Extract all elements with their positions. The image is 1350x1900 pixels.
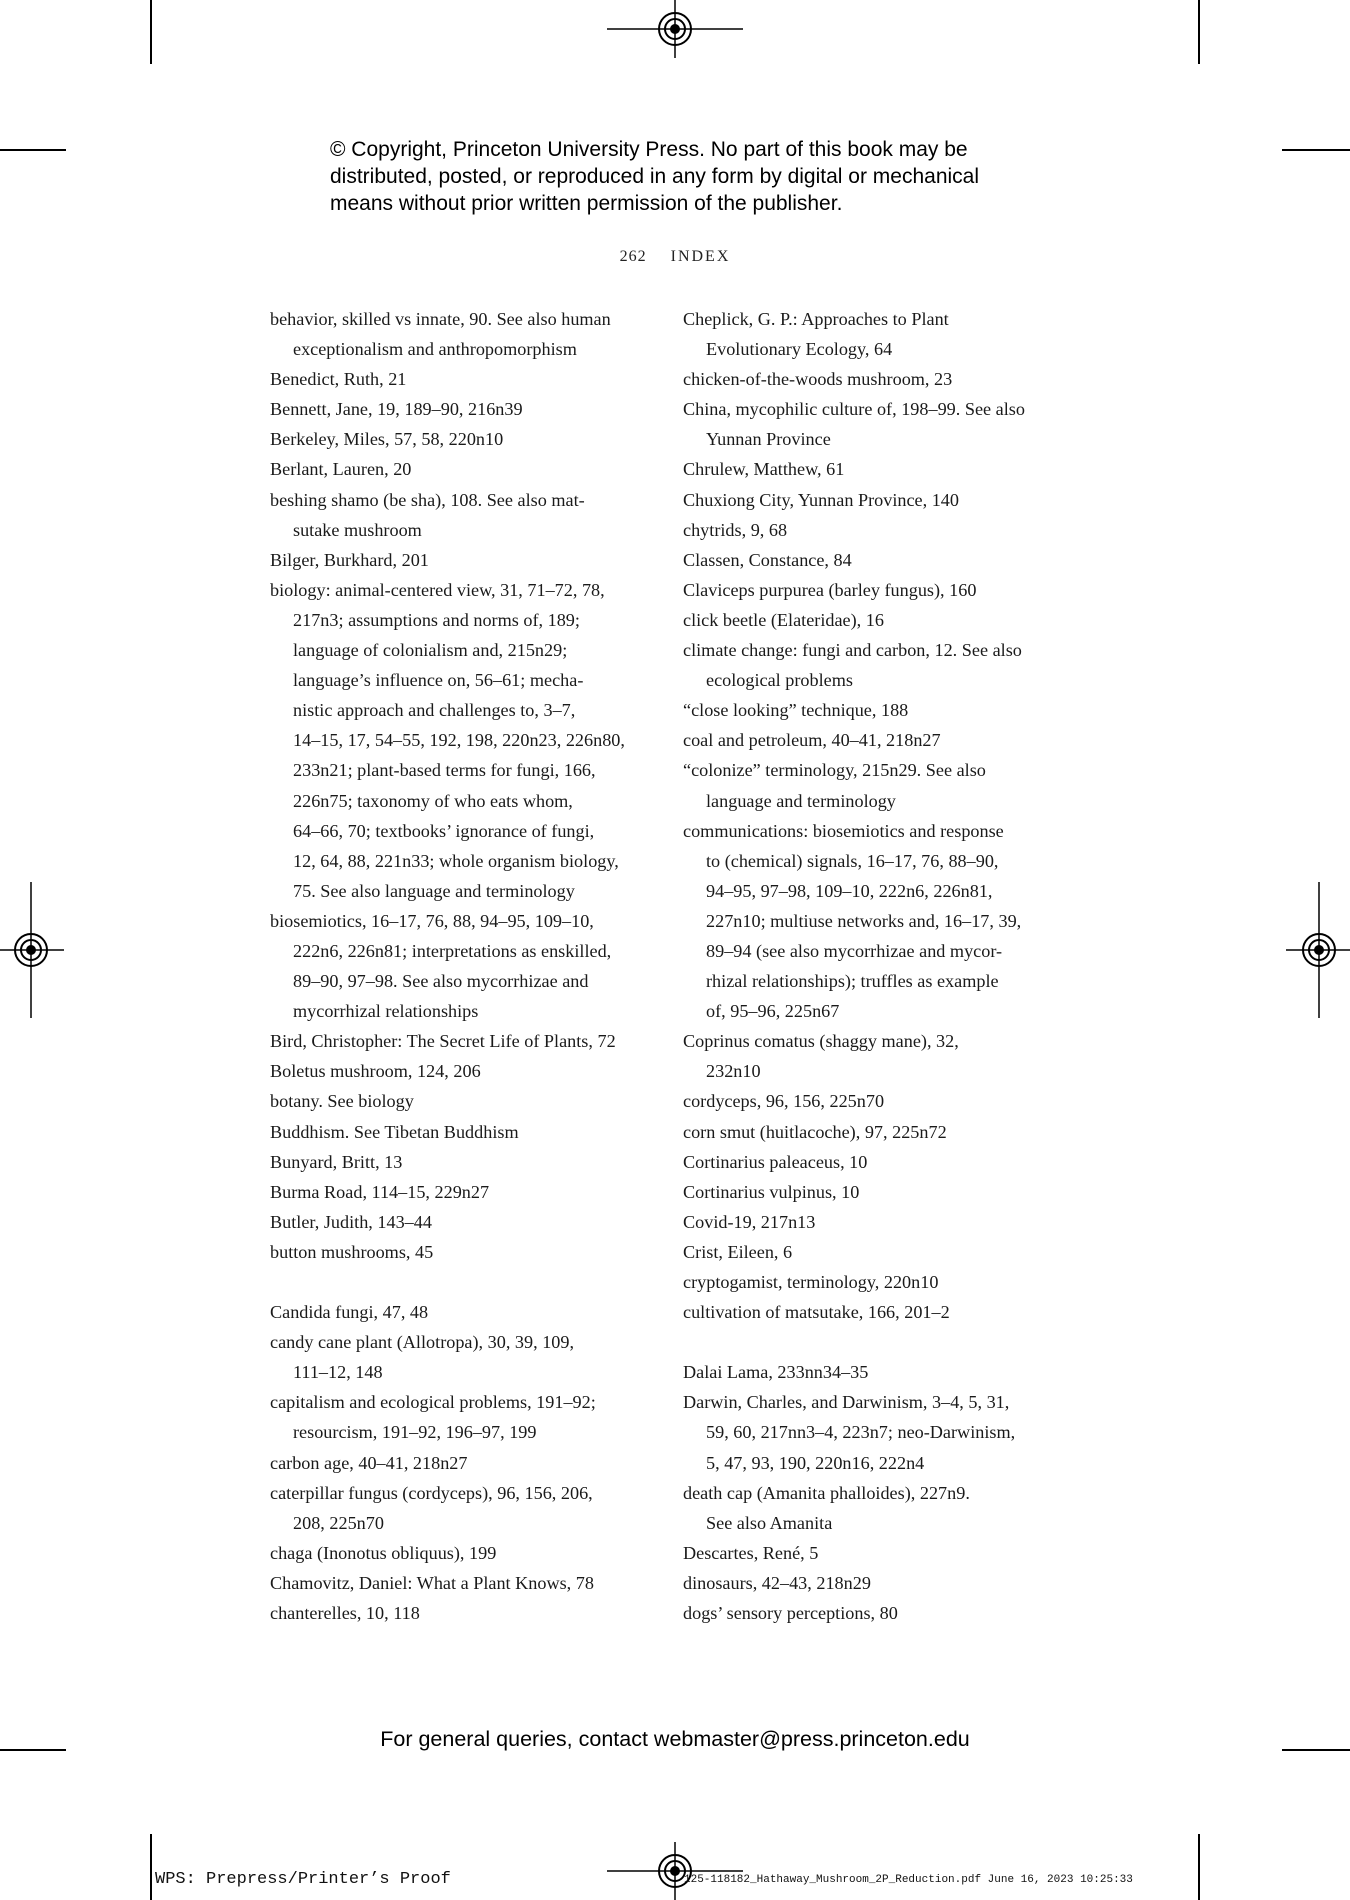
index-entry-line: Coprinus comatus (shaggy mane), 32, [683, 1031, 959, 1052]
index-entry-line: Classen, Constance, 84 [683, 549, 852, 570]
index-entry [683, 1357, 1103, 1387]
index-entry-line: coal and petroleum, 40–41, 218n27 [683, 730, 941, 751]
index-entry-line: death cap (Amanita phalloides), 227n9. [683, 1482, 970, 1503]
index-entry [683, 1147, 1103, 1177]
crop-mark-bottom-left [150, 1834, 152, 1900]
index-entry-line: ecological problems [706, 670, 853, 691]
index-entry [270, 1598, 690, 1628]
crop-mark-right-top [1282, 149, 1350, 151]
index-entry [683, 545, 1103, 575]
index-entry-line: Berlant, Lauren, 20 [270, 459, 412, 480]
index-entry-line: 227n10; multiuse networks and, 16–17, 39, [706, 910, 1022, 931]
copyright-line: means without prior written permission of the publisher. [330, 192, 843, 215]
index-entry-line: chicken-of-the-woods mushroom, 23 [683, 369, 953, 390]
index-entry-line: 14–15, 17, 54–55, 192, 198, 220n23, 226n80, [293, 730, 625, 751]
index-entry [270, 1177, 690, 1207]
index-entry-line: to (chemical) signals, 16–17, 76, 88–90, [706, 850, 999, 871]
letter-group-gap [270, 1267, 690, 1297]
index-entry [270, 1538, 690, 1568]
index-entry-line: dogs’ sensory perceptions, 80 [683, 1603, 898, 1624]
index-entry-line: 232n10 [706, 1061, 761, 1082]
index-entry [683, 575, 1103, 605]
index-entry-line: China, mycophilic culture of, 198–99. See also [683, 399, 1025, 420]
index-entry [270, 1147, 690, 1177]
running-head [0, 248, 1350, 266]
index-entry-line: 94–95, 97–98, 109–10, 222n6, 226n81, [706, 880, 993, 901]
index-entry-line: Cortinarius paleaceus, 10 [683, 1151, 868, 1172]
index-entry [683, 725, 1103, 755]
index-entry [270, 1448, 690, 1478]
crop-mark-top-right [1198, 0, 1200, 64]
index-entry-line: chaga (Inonotus obliquus), 199 [270, 1542, 497, 1563]
index-entry-line: Crist, Eileen, 6 [683, 1241, 793, 1262]
index-entry [683, 1086, 1103, 1116]
index-entry-line: rhizal relationships); truffles as example [706, 971, 999, 992]
index-entry-line: “close looking” technique, 188 [683, 700, 909, 721]
index-entry [270, 1387, 690, 1447]
index-entry-line: 59, 60, 217nn3–4, 223n7; neo-Darwinism, [706, 1422, 1016, 1443]
index-entry-line: Chamovitz, Daniel: What a Plant Knows, 78 [270, 1572, 594, 1593]
index-entry [270, 304, 690, 364]
index-entry-line: Descartes, René, 5 [683, 1542, 819, 1563]
index-entry-line: “colonize” terminology, 215n29. See also [683, 760, 986, 781]
index-entry-line: capitalism and ecological problems, 191–92; [270, 1392, 596, 1413]
index-entry-line: language’s influence on, 56–61; mecha- [293, 670, 584, 691]
index-entry [683, 816, 1103, 1027]
index-entry [270, 1117, 690, 1147]
index-entry-line: carbon age, 40–41, 218n27 [270, 1452, 468, 1473]
index-entry-line: Candida fungi, 47, 48 [270, 1302, 429, 1323]
index-column-right [683, 304, 1103, 1628]
index-entry [270, 906, 690, 1026]
index-entry [270, 364, 690, 394]
index-entry [270, 454, 690, 484]
index-entry-line: 217n3; assumptions and norms of, 189; [293, 609, 580, 630]
index-entry-line: 64–66, 70; textbooks’ ignorance of fungi, [293, 820, 595, 841]
index-entry-line: Buddhism. See Tibetan Buddhism [270, 1121, 519, 1142]
index-entry-line: Boletus mushroom, 124, 206 [270, 1061, 481, 1082]
index-entry [270, 424, 690, 454]
index-entry-line: Benedict, Ruth, 21 [270, 369, 407, 390]
index-entry [270, 545, 690, 575]
index-entry-line: resourcism, 191–92, 196–97, 199 [293, 1422, 537, 1443]
index-entry-line: 208, 225n70 [293, 1512, 384, 1533]
index-entry-line: 5, 47, 93, 190, 220n16, 222n4 [706, 1452, 925, 1473]
copyright-notice [330, 136, 1050, 217]
file-slug: 125-118182_Hathaway_Mushroom_2P_Reduction.pdf June 16, 2023 10:25:33 [684, 1874, 1133, 1886]
index-entry [270, 1327, 690, 1387]
index-entry-line: Butler, Judith, 143–44 [270, 1211, 432, 1232]
index-entry-line: nistic approach and challenges to, 3–7, [293, 700, 576, 721]
index-entry-line: of, 95–96, 225n67 [706, 1001, 840, 1022]
page-number: 262 [619, 248, 647, 265]
index-entry [683, 1598, 1103, 1628]
index-entry-line: behavior, skilled vs innate, 90. See also human [270, 309, 611, 329]
index-entry-line: Chuxiong City, Yunnan Province, 140 [683, 489, 959, 510]
copyright-line: distributed, posted, or reproduced in any form by digital or mechanical [330, 165, 980, 188]
index-entry [270, 1237, 690, 1267]
index-entry [270, 1478, 690, 1538]
index-entry-line: Berkeley, Miles, 57, 58, 220n10 [270, 429, 504, 450]
index-entry-line: language and terminology [706, 790, 896, 811]
index-entry [683, 1117, 1103, 1147]
crop-mark-top-left [150, 0, 152, 64]
crop-mark-bottom-right [1198, 1834, 1200, 1900]
index-entry-line: Burma Road, 114–15, 229n27 [270, 1181, 490, 1202]
index-entry-line: Dalai Lama, 233nn34–35 [683, 1362, 869, 1383]
index-entry-line: cryptogamist, terminology, 220n10 [683, 1272, 939, 1292]
index-entry-line: Evolutionary Ecology, 64 [706, 339, 893, 360]
index-entry-line: 12, 64, 88, 221n33; whole organism biology, [293, 850, 619, 871]
index-entry-line: language of colonialism and, 215n29; [293, 640, 568, 661]
index-entry-line: Cheplick, G. P.: Approaches to Plant [683, 309, 949, 329]
index-entry-line: beshing shamo (be sha), 108. See also mat- [270, 489, 585, 510]
index-entry-line: 222n6, 226n81; interpretations as enskilled, [293, 940, 612, 961]
index-entry-line: Darwin, Charles, and Darwinism, 3–4, 5, 31, [683, 1392, 1010, 1413]
index-entry-line: 75. See also language and terminology [293, 880, 575, 901]
letter-group-gap [683, 1327, 1103, 1357]
index-entry [270, 394, 690, 424]
index-entry [683, 1267, 1103, 1297]
index-entry [683, 1207, 1103, 1237]
index-entry-line: Chrulew, Matthew, 61 [683, 459, 845, 480]
index-entry-line: exceptionalism and anthropomorphism [293, 339, 577, 360]
index-entry [683, 1237, 1103, 1267]
registration-mark-bottom-icon [607, 1842, 743, 1900]
index-entry [683, 1478, 1103, 1538]
index-entry-line: Yunnan Province [706, 429, 831, 450]
section-title: INDEX [670, 248, 731, 265]
index-entry [270, 1086, 690, 1116]
index-entry [683, 1177, 1103, 1207]
index-entry-line: corn smut (huitlacoche), 97, 225n72 [683, 1121, 947, 1142]
index-entry-line: chytrids, 9, 68 [683, 519, 788, 540]
index-entry-line: climate change: fungi and carbon, 12. See also [683, 640, 1022, 661]
proof-slug: WPS: Prepress/Printer’s Proof [155, 1870, 451, 1889]
index-entry-line: Bird, Christopher: The Secret Life of Plants, 72 [270, 1031, 616, 1052]
index-entry-line: Cortinarius vulpinus, 10 [683, 1181, 860, 1202]
index-entry-line: candy cane plant (Allotropa), 30, 39, 109, [270, 1332, 575, 1353]
index-entry-line: Claviceps purpurea (barley fungus), 160 [683, 579, 977, 600]
index-entry-line: biosemiotics, 16–17, 76, 88, 94–95, 109–10, [270, 910, 594, 931]
index-entry-line: cordyceps, 96, 156, 225n70 [683, 1091, 885, 1112]
index-entry [683, 454, 1103, 484]
index-entry-line: 89–94 (see also mycorrhizae and mycor- [706, 940, 1003, 961]
index-entry-line: biology: animal-centered view, 31, 71–72, 78, [270, 579, 605, 600]
index-entry [270, 1568, 690, 1598]
crop-mark-left-top [0, 149, 66, 151]
index-entry [683, 695, 1103, 725]
index-entry-line: See also Amanita [706, 1512, 833, 1533]
index-entry [683, 1568, 1103, 1598]
index-entry [683, 1026, 1103, 1086]
registration-mark-right-icon [1286, 882, 1350, 1018]
index-entry-line: button mushrooms, 45 [270, 1241, 434, 1262]
copyright-line: © Copyright, Princeton University Press. No part of this book may be [330, 138, 968, 161]
index-entry-line: dinosaurs, 42–43, 218n29 [683, 1572, 871, 1593]
index-entry [270, 575, 690, 906]
index-entry-line: Bunyard, Britt, 13 [270, 1151, 403, 1172]
index-entry [683, 605, 1103, 635]
index-entry-line: caterpillar fungus (cordyceps), 96, 156, 206, [270, 1482, 593, 1503]
registration-mark-left-icon [0, 882, 64, 1018]
index-entry-line: Bennett, Jane, 19, 189–90, 216n39 [270, 399, 523, 420]
index-entry [270, 1207, 690, 1237]
index-entry [683, 485, 1103, 515]
index-entry-line: 233n21; plant-based terms for fungi, 166, [293, 760, 596, 781]
index-entry [270, 1056, 690, 1086]
index-entry-line: sutake mushroom [293, 519, 422, 540]
index-entry [270, 485, 690, 545]
index-entry-line: mycorrhizal relationships [293, 1001, 479, 1022]
index-column-left [270, 304, 690, 1628]
index-entry [270, 1026, 690, 1056]
index-entry [683, 515, 1103, 545]
index-entry [683, 304, 1103, 364]
index-entry-line: click beetle (Elateridae), 16 [683, 609, 884, 630]
index-entry-line: Covid-19, 217n13 [683, 1211, 816, 1232]
index-entry-line: 111–12, 148 [293, 1362, 383, 1383]
index-entry [683, 1297, 1103, 1327]
index-entry-line: 89–90, 97–98. See also mycorrhizae and [293, 971, 589, 992]
index-entry-line: cultivation of matsutake, 166, 201–2 [683, 1302, 950, 1323]
index-entry-line: botany. See biology [270, 1091, 414, 1112]
index-entry [683, 755, 1103, 815]
index-entry-line: 226n75; taxonomy of who eats whom, [293, 790, 573, 811]
index-entry [683, 635, 1103, 695]
index-entry [683, 364, 1103, 394]
index-entry [270, 1297, 690, 1327]
index-entry-line: communications: biosemiotics and response [683, 820, 1004, 841]
index-entry [683, 1387, 1103, 1477]
index-entry-line: Bilger, Burkhard, 201 [270, 549, 429, 570]
index-entry-line: chanterelles, 10, 118 [270, 1603, 420, 1624]
registration-mark-top-icon [607, 0, 743, 58]
index-entry [683, 1538, 1103, 1568]
general-queries-notice: For general queries, contact webmaster@press.princeton.edu [380, 1727, 970, 1751]
index-entry [683, 394, 1103, 454]
